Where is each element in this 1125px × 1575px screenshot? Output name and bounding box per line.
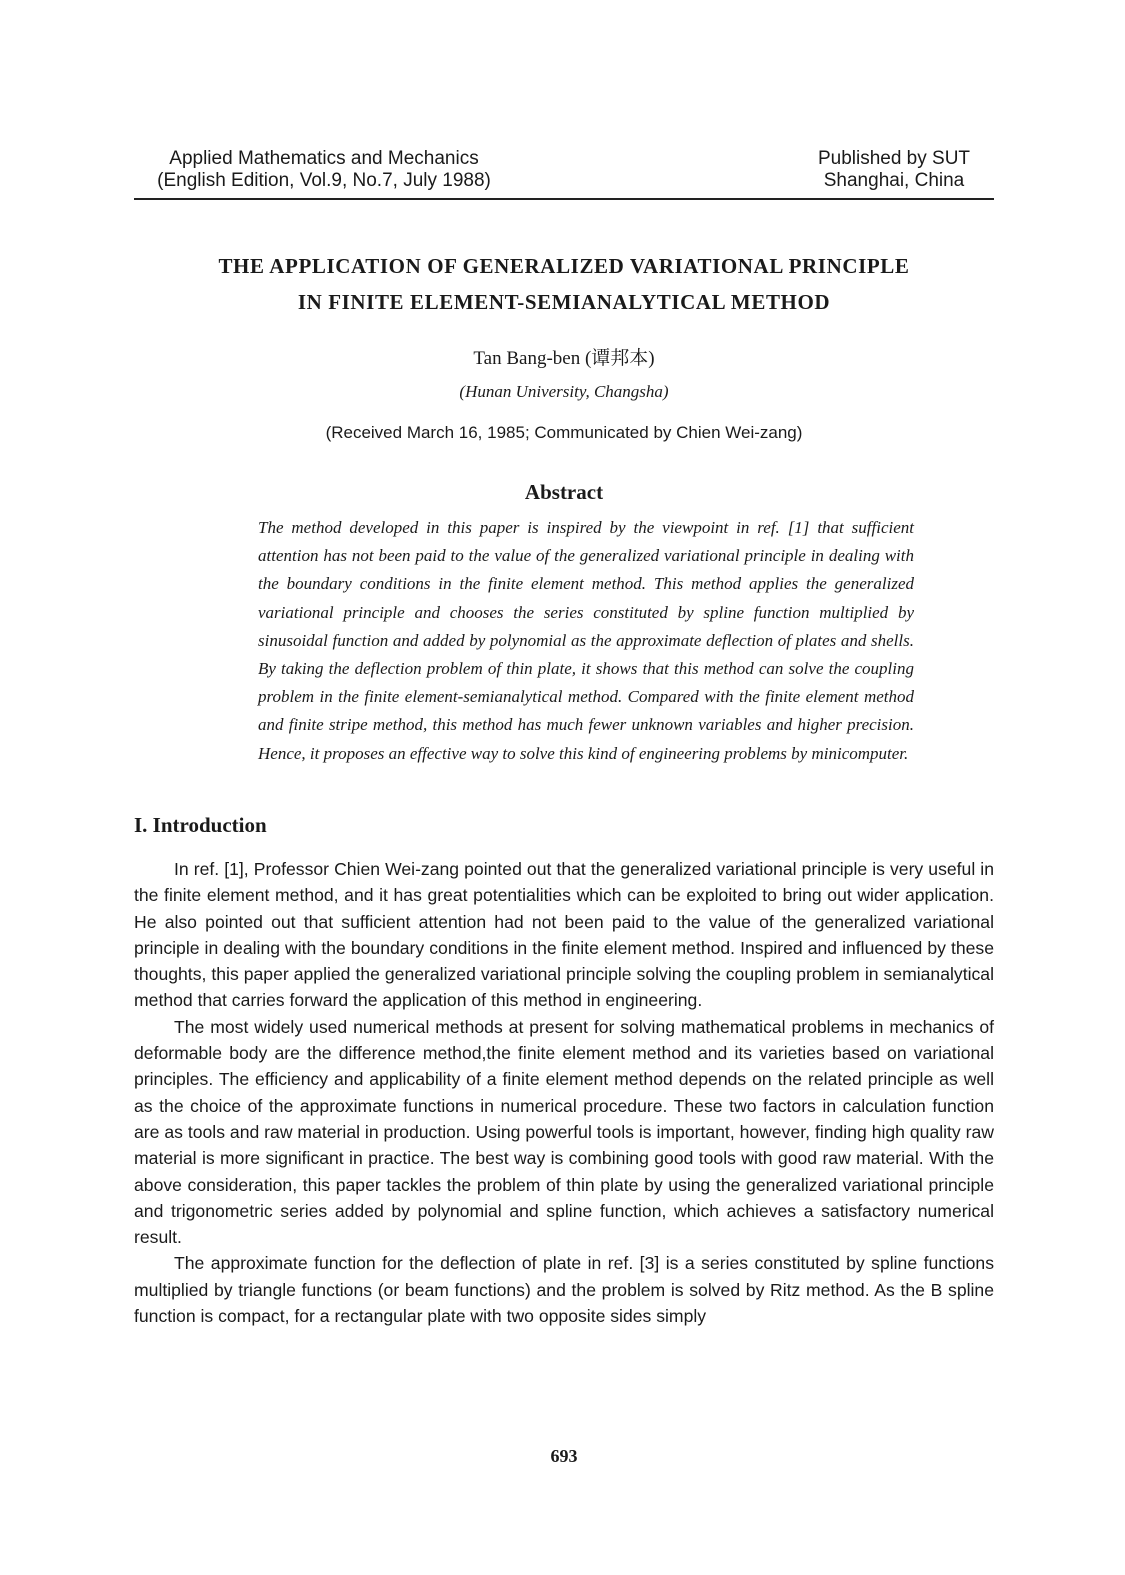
author-affiliation: (Hunan University, Changsha): [459, 382, 669, 401]
publisher-name: Published by SUT: [817, 148, 971, 169]
title-line-2: IN FINITE ELEMENT-SEMIANALYTICAL METHOD: [297, 290, 831, 314]
page-number: 693: [550, 1446, 578, 1466]
journal-name: Applied Mathematics and Mechanics: [169, 148, 479, 169]
received-note: (Received March 16, 1985; Communicated by Chien Wei-zang): [325, 423, 803, 442]
section-heading-introduction: I. Introduction: [134, 813, 267, 837]
abstract-text: The method developed in this paper is inspired by the viewpoint in ref. [1] that sufficient attention has not been paid to the value of the generalized variational principle in dealing with the boundary conditions in the finite element method. This method applies the generalized variational principle and chooses the series constituted by spline function multiplied by sinusoidal function and added by polynomial as the approximate deflection of plates and shells. By taking the deflection problem of thin plate, it shows that this method can solve the coupling problem in the finite element-semianalytical method. Compared with the finite element method and finite stripe method, this method has much fewer unknown variables and higher precision. Hence, it proposes an effective way to solve this kind of engineering problems by minicomputer.: [258, 518, 914, 763]
paragraph: In ref. [1], Professor Chien Wei-zang pointed out that the generalized variational principle is very useful in the finite element method, and it has great potentialities which can be exploited to bring out wider application. He also pointed out that sufficient attention had not been paid to the value of the generalized variational principle in dealing with the boundary conditions in the finite element method. Inspired and influenced by these thoughts, this paper applied the generalized variational principle solving the coupling problem in semianalytical method that carries forward the application of this method in engineering.: [134, 859, 994, 1011]
author-name: Tan Bang-ben (谭邦本): [473, 348, 655, 369]
paragraph: The most widely used numerical methods at present for solving mathematical problems in mechanics of deformable body are the difference method,the finite element method and its varieties based on variational principles. The efficiency and applicability of a finite element method depends on the related principle as well as the choice of the approximate functions in numerical procedure. These two factors in calculation function are as tools and raw material in production. Using powerful tools is important, however, finding high quality raw material is more significant in practice. The best way is combining good tools with good raw material. With the above consideration, this paper tackles the problem of thin plate by using the generalized variational principle and trigonometric series added by polynomial and spline function, which achieves a satisfactory numerical result.: [134, 1016, 994, 1248]
journal-edition: (English Edition, Vol.9, No.7, July 1988): [157, 170, 491, 191]
abstract-heading: Abstract: [524, 480, 604, 504]
introduction-body: [134, 856, 994, 1329]
title-line-1: THE APPLICATION OF GENERALIZED VARIATIONAL PRINCIPLE: [218, 254, 910, 278]
journal-info: [134, 148, 514, 192]
paragraph: The approximate function for the deflection of plate in ref. [3] is a series constituted by spline functions multiplied by triangle functions (or beam functions) and the problem is solved by Ritz method. As the B spline function is compact, for a rectangular plate with two opposite sides simply: [134, 1253, 994, 1327]
journal-header: [134, 148, 994, 200]
publisher-location: Shanghai, China: [823, 170, 965, 191]
publisher-info: [794, 148, 994, 192]
paper-title: [134, 248, 994, 320]
